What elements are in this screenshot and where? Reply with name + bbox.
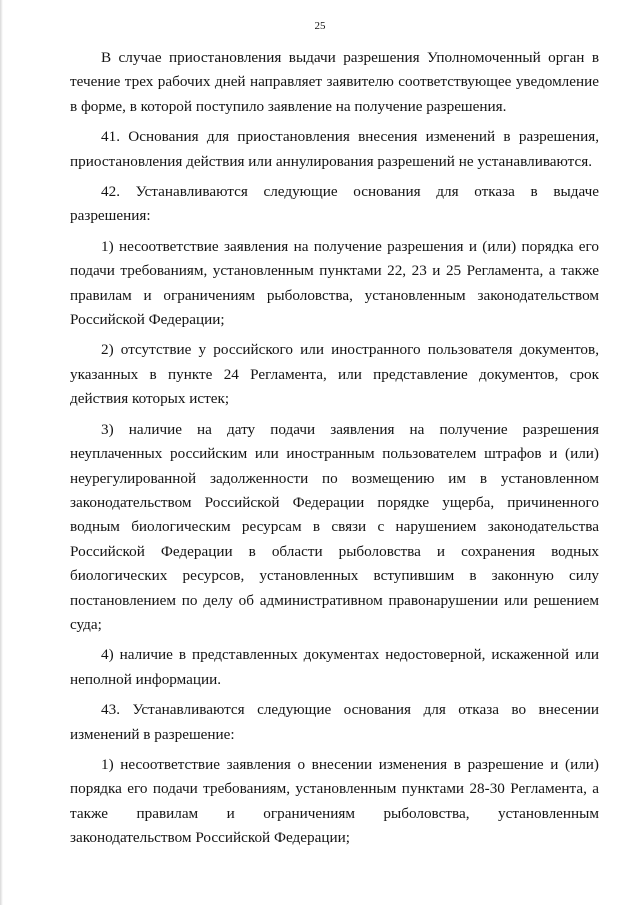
paragraph-43-item-1: 1) несоответствие заявления о внесении изменения в разрешение и (или) порядка его подачи требованиям, установленным пунктами 28-30 Регламента, а также правилам и ограничениям рыболовства, установленным законодательством Российской Федерации; [70,755,599,847]
paragraph-42-item-4: 4) наличие в представленных документах недостоверной, искаженной или неполной информации. [70,646,599,688]
paragraph-suspension-notice: В случае приостановления выдачи разрешения Уполномоченный орган в течение трех рабочих дней направляет заявителю соответствующее уведомление в форме, в которой поступило заявление на получение разрешения. [70,49,599,115]
document-body [70,46,599,857]
paragraph-43: 43. Устанавливаются следующие основания для отказа во внесении изменений в разрешение: [70,701,599,743]
paragraph-42-item-2: 2) отсутствие у российского или иностранного пользователя документов, указанных в пункте 24 Регламента, или представление документов, срок действия которых истек; [70,341,599,408]
scan-edge [0,0,3,905]
paragraph-42-item-3: 3) наличие на дату подачи заявления на получение разрешения неуплаченных российским или иностранным пользователем штрафов и (или) неурегулированной задолженности по возмещению им в установленном законодательством Российской Федерации порядке ущерба, причиненного водным биологическим ресурсам в связи с нарушением законодательства Российской Федерации в области рыболовства и сохранения водных биологических ресурсов, установленных вступившим в законную силу постановлением по делу об административном правонарушении или решением суда; [70,420,599,633]
paragraph-42: 42. Устанавливаются следующие основания для отказа в выдаче разрешения: [70,183,599,225]
paragraph-41: 41. Основания для приостановления внесения изменений в разрешения, приостановления действия или аннулирования разрешений не устанавливаются. [70,128,599,170]
page-number: 25 [314,20,326,32]
paragraph-42-item-1: 1) несоответствие заявления на получение разрешения и (или) порядка его подачи требованиям, установленным пунктами 22, 23 и 25 Регламента, а также правилам и ограничениям рыболовства, установленным законодательством Российской Федерации; [70,237,599,329]
